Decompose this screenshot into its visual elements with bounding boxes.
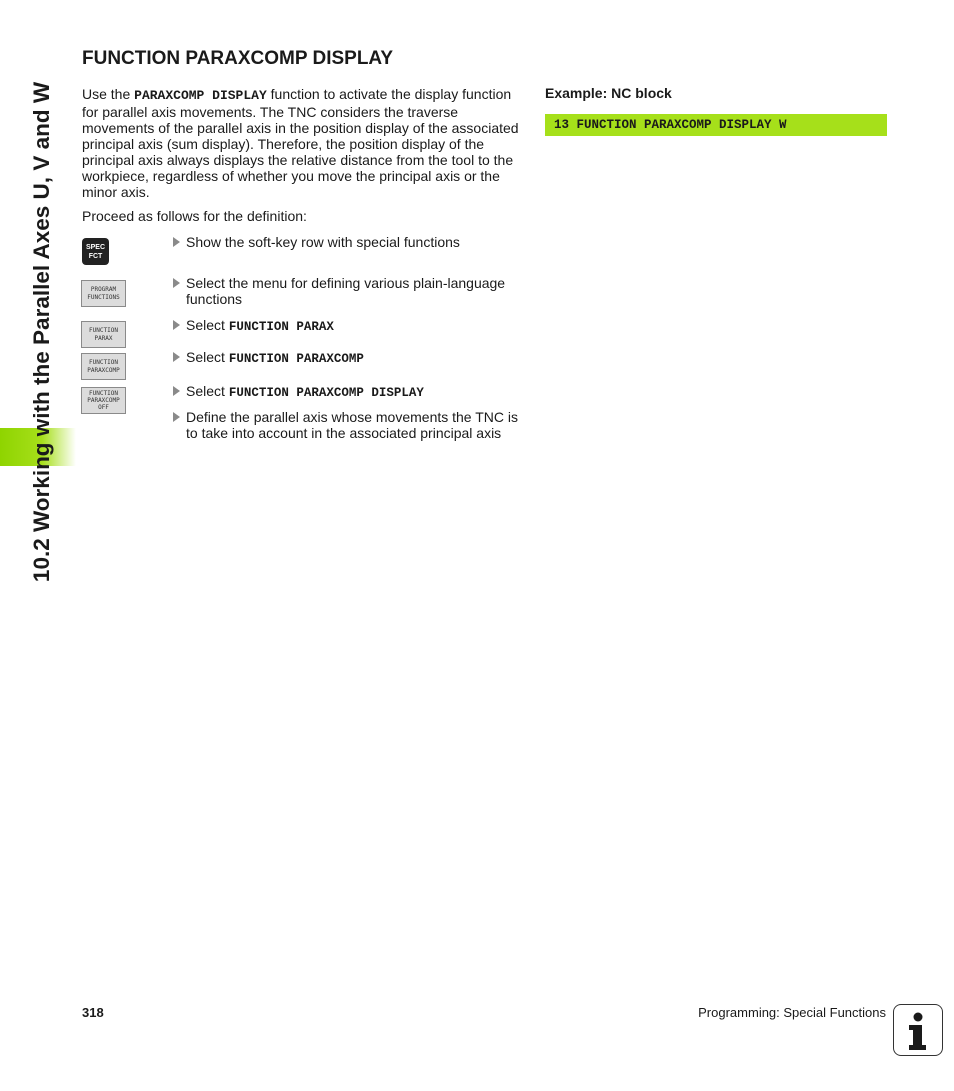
chapter-title: 10.2 Working with the Parallel Axes U, V and W	[29, 81, 54, 583]
function-paraxcomp-off-softkey: FUNCTION PARAXCOMP OFF	[81, 387, 126, 414]
footer-chapter: Programming: Special Functions	[698, 1005, 886, 1020]
step-3: Select FUNCTION PARAX	[172, 317, 532, 335]
info-icon	[893, 1004, 943, 1056]
step-5: Select FUNCTION PARAXCOMP DISPLAY	[172, 383, 532, 401]
chapter-sidebar	[0, 0, 76, 640]
example-label: Example: NC block	[545, 85, 672, 101]
intro-paragraph: Use the PARAXCOMP DISPLAY function to activate the display function for parallel axis movements. The TNC considers the traverse movements of the parallel axis in the position display of the associated principal axis (sum display). Therefore, the position display of the principal axis always displays the relative distance from the tool to the workpiece, regardless of whether you move the principal axis or the minor axis.	[82, 86, 519, 200]
arrow-right-icon	[173, 237, 180, 247]
arrow-right-icon	[173, 352, 180, 362]
arrow-right-icon	[173, 320, 180, 330]
step-6: Define the parallel axis whose movements the TNC is to take into account in the associated principal axis	[172, 409, 532, 441]
program-functions-softkey: PROGRAM FUNCTIONS	[81, 280, 126, 307]
function-paraxcomp-softkey: FUNCTION PARAXCOMP	[81, 353, 126, 380]
page-number: 318	[82, 1005, 104, 1020]
info-glyph	[894, 1005, 941, 1054]
step-4: Select FUNCTION PARAXCOMP	[172, 349, 532, 367]
proceed-text: Proceed as follows for the definition:	[82, 208, 307, 224]
spec-fct-key: SPEC FCT	[82, 238, 109, 265]
section-heading: FUNCTION PARAXCOMP DISPLAY	[82, 48, 394, 69]
function-parax-softkey: FUNCTION PARAX	[81, 321, 126, 348]
arrow-right-icon	[173, 278, 180, 288]
nc-block-code: 13 FUNCTION PARAXCOMP DISPLAY W	[545, 114, 887, 136]
arrow-right-icon	[173, 412, 180, 422]
arrow-right-icon	[173, 386, 180, 396]
inline-code: PARAXCOMP DISPLAY	[134, 88, 267, 103]
step-1: Show the soft-key row with special functions	[172, 234, 532, 250]
step-2: Select the menu for defining various plain-language functions	[172, 275, 532, 307]
